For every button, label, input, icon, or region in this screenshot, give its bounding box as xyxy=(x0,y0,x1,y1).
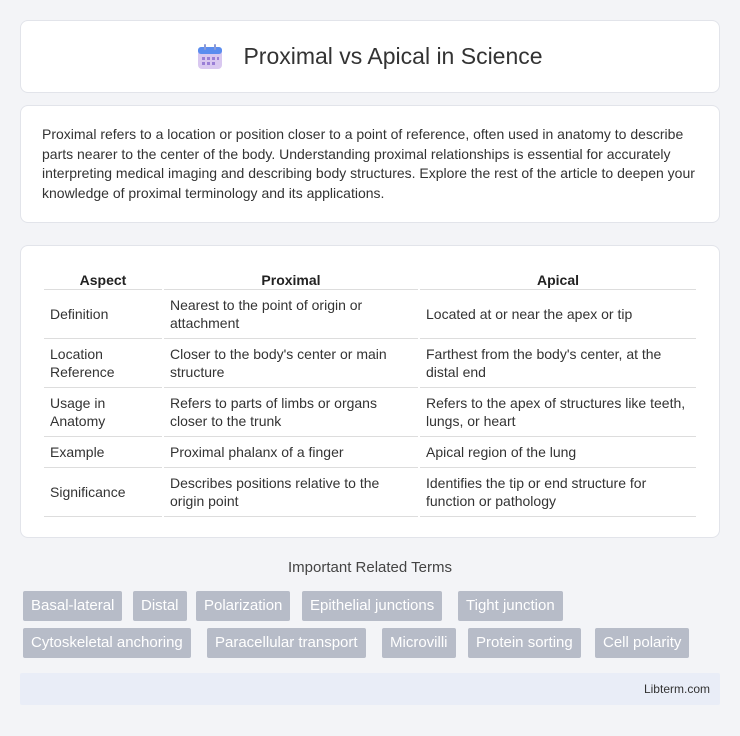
table-cell: Closer to the body's center or main structure xyxy=(164,339,418,388)
related-term-tag[interactable]: Epithelial junctions xyxy=(302,591,442,621)
intro-text: Proximal refers to a location or position closer to a point of reference, often used in anatomy to describe parts nearer to the center of the body. Understanding proximal relationships is essential for accurately interpreting medical imaging and describing body structures. Explore the rest of the article to deepen your knowledge of proximal terminology and its applications. xyxy=(42,126,695,201)
comparison-card xyxy=(20,245,720,538)
table-cell: Farthest from the body's center, at the distal end xyxy=(420,339,696,388)
table-cell: Proximal phalanx of a finger xyxy=(164,437,418,468)
related-term-tag[interactable]: Polarization xyxy=(196,591,290,621)
table-row xyxy=(44,388,696,437)
column-header: Apical xyxy=(420,264,696,290)
related-term-tag[interactable]: Microvilli xyxy=(382,628,456,658)
table-cell: Refers to the apex of structures like teeth, lungs, or heart xyxy=(420,388,696,437)
title-card xyxy=(20,20,720,93)
footer-site-link[interactable]: Libterm.com xyxy=(643,682,710,696)
footer xyxy=(20,673,720,705)
related-term-tag[interactable]: Cytoskeletal anchoring xyxy=(23,628,191,658)
related-term-tag[interactable]: Tight junction xyxy=(458,591,563,621)
table-cell: Definition xyxy=(44,290,162,339)
related-term-tag[interactable]: Distal xyxy=(133,591,187,621)
table-cell: Example xyxy=(44,437,162,468)
table-row xyxy=(44,468,696,517)
related-term-tag[interactable]: Cell polarity xyxy=(595,628,689,658)
related-term-tag[interactable]: Paracellular transport xyxy=(207,628,366,658)
related-terms-title: Important Related Terms xyxy=(288,559,452,576)
table-cell: Apical region of the lung xyxy=(420,437,696,468)
table-cell: Describes positions relative to the origin point xyxy=(164,468,418,517)
table-cell: Located at or near the apex or tip xyxy=(420,290,696,339)
table-cell: Usage in Anatomy xyxy=(44,388,162,437)
calendar-icon xyxy=(197,44,223,70)
table-row xyxy=(44,290,696,339)
related-term-tag[interactable]: Basal-lateral xyxy=(23,591,122,621)
table-row xyxy=(44,339,696,388)
column-header: Proximal xyxy=(164,264,418,290)
comparison-table xyxy=(42,264,698,517)
table-cell: Identifies the tip or end structure for function or pathology xyxy=(420,468,696,517)
table-cell: Location Reference xyxy=(44,339,162,388)
table-cell: Significance xyxy=(44,468,162,517)
page-title: Proximal vs Apical in Science xyxy=(243,43,543,69)
related-term-tag[interactable]: Protein sorting xyxy=(468,628,581,658)
table-row xyxy=(44,437,696,468)
intro-card xyxy=(20,105,720,223)
table-cell: Nearest to the point of origin or attachment xyxy=(164,290,418,339)
table-cell: Refers to parts of limbs or organs closer to the trunk xyxy=(164,388,418,437)
column-header: Aspect xyxy=(44,264,162,290)
